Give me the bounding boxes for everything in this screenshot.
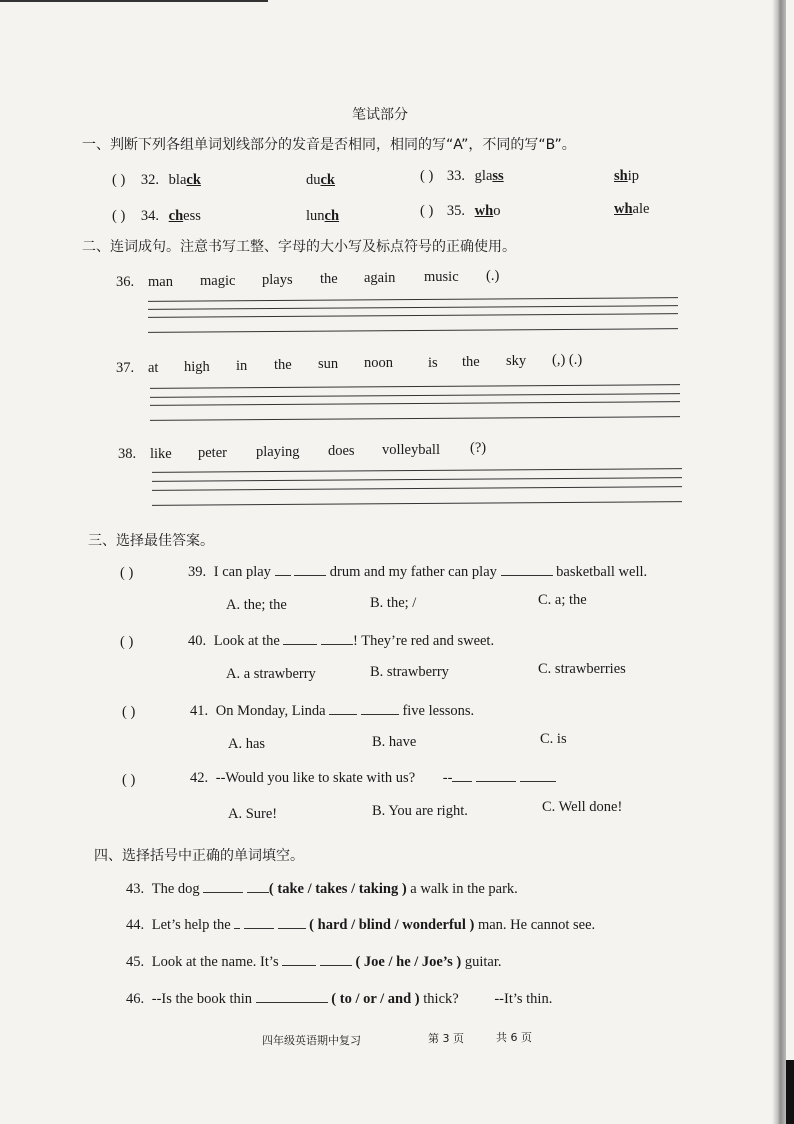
q45-row: 45. Look at the name. It’s ( Joe / he / Joe’s ) guitar. [126, 954, 502, 970]
q32-word1: black [168, 172, 201, 188]
q41-option-c[interactable]: C. is [540, 731, 567, 747]
q35-word1: who [474, 203, 501, 219]
footer-page: 第 3 页 [428, 1032, 464, 1045]
footer-course: 四年级英语期中复习 [262, 1034, 361, 1047]
q39-option-a[interactable]: A. the; the [226, 597, 287, 613]
q36-word: man [148, 274, 173, 290]
q42-option-c[interactable]: C. Well done! [542, 799, 623, 815]
q38-word: like [150, 446, 172, 462]
page-title: 笔试部分 [352, 107, 408, 123]
q34-word2: lunch [306, 208, 340, 224]
q37-word: noon [364, 355, 393, 371]
answer-paren: ( ) [112, 208, 126, 224]
q39-option-b[interactable]: B. the; / [370, 595, 417, 611]
q46-row: 46. --Is the book thin ( to / or / and ) thick? --It’s thin. [126, 991, 553, 1007]
writing-line [152, 477, 682, 482]
q32-number: 32. [140, 172, 160, 188]
q41-option-b[interactable]: B. have [372, 734, 417, 750]
q36-word: (.) [486, 268, 500, 284]
answer-paren: ( ) [420, 203, 434, 219]
section1-heading: 一、判断下列各组单词划线部分的发音是否相同，相同的写“A”，不同的写“B”。 [82, 137, 576, 153]
writing-line [152, 486, 682, 491]
q42-stem: 42. --Would you like to skate with us? -- [190, 769, 556, 787]
scan-edge [772, 0, 786, 1124]
q36-word: again [364, 270, 396, 286]
writing-line [150, 401, 680, 406]
section4-heading: 四、选择括号中正确的单词填空。 [94, 848, 304, 864]
q43-row: 43. The dog ( take / takes / taking ) a walk in the park. [126, 881, 518, 897]
q36-word: music [424, 269, 459, 285]
q44-row: 44. Let’s help the ( hard / blind / wonderful ) man. He cannot see. [126, 917, 596, 933]
q36-number: 36. [116, 274, 135, 290]
writing-line [150, 384, 680, 389]
scan-edge-corner [786, 1060, 794, 1124]
writing-line [152, 501, 682, 506]
q37-word: sky [506, 353, 527, 369]
q40-stem: 40. Look at the ! They’re red and sweet. [188, 633, 495, 649]
q32-row [112, 172, 201, 189]
writing-line [148, 328, 678, 333]
writing-line [150, 416, 680, 421]
writing-line [152, 468, 682, 473]
q35-row [420, 203, 500, 220]
writing-line [148, 305, 678, 310]
q42-option-b[interactable]: B. You are right. [372, 803, 468, 819]
q33-row [420, 168, 504, 185]
q36-word: magic [200, 273, 236, 289]
answer-paren: ( ) [112, 172, 126, 188]
q37-word: at [148, 360, 159, 376]
q38-word: volleyball [382, 442, 440, 458]
q38-word: peter [198, 445, 227, 461]
q38-word: (?) [470, 440, 487, 456]
q37-word: high [184, 359, 210, 375]
writing-line [148, 313, 678, 318]
q34-number: 34. [140, 208, 160, 224]
q37-word: the [462, 354, 480, 370]
q42-option-a[interactable]: A. Sure! [228, 806, 278, 822]
q36-word: the [320, 271, 338, 287]
q40-option-a[interactable]: A. a strawberry [226, 666, 316, 682]
answer-paren: ( ) [122, 704, 136, 720]
answer-paren: ( ) [120, 565, 134, 581]
answer-paren: ( ) [120, 634, 134, 650]
q32-word2: duck [306, 172, 335, 188]
q37-number: 37. [116, 360, 135, 376]
q33-word1: glass [474, 168, 504, 184]
q37-word: is [428, 355, 438, 371]
q37-word: the [274, 357, 292, 373]
q41-option-a[interactable]: A. has [228, 736, 266, 752]
writing-line [148, 297, 678, 302]
answer-paren: ( ) [420, 168, 434, 184]
q33-word2: ship [614, 168, 639, 184]
q35-word2: whale [614, 201, 650, 217]
q40-option-b[interactable]: B. strawberry [370, 664, 449, 680]
q38-word: playing [256, 444, 300, 460]
q39-option-c[interactable]: C. a; the [538, 592, 587, 608]
q39-stem: 39. I can play drum and my father can play basketball well. [188, 564, 648, 580]
section3-heading: 三、选择最佳答案。 [88, 533, 214, 549]
footer-total: 共 6 页 [496, 1031, 532, 1044]
q34-word1: chess [168, 208, 201, 224]
q35-number: 35. [446, 203, 466, 219]
q41-stem: 41. On Monday, Linda five lessons. [190, 703, 475, 719]
q37-word: (,) (.) [552, 352, 583, 368]
top-rule [0, 0, 268, 2]
q36-word: plays [262, 272, 293, 288]
answer-paren: ( ) [122, 772, 136, 788]
q38-number: 38. [118, 446, 137, 462]
q34-row [112, 208, 201, 225]
q33-number: 33. [446, 168, 466, 184]
q38-word: does [328, 443, 355, 459]
q37-word: in [236, 358, 248, 374]
q40-option-c[interactable]: C. strawberries [538, 661, 626, 677]
writing-line [150, 393, 680, 398]
section2-heading: 二、连词成句。注意书写工整、字母的大小写及标点符号的正确使用。 [82, 239, 516, 255]
q37-word: sun [318, 356, 339, 372]
